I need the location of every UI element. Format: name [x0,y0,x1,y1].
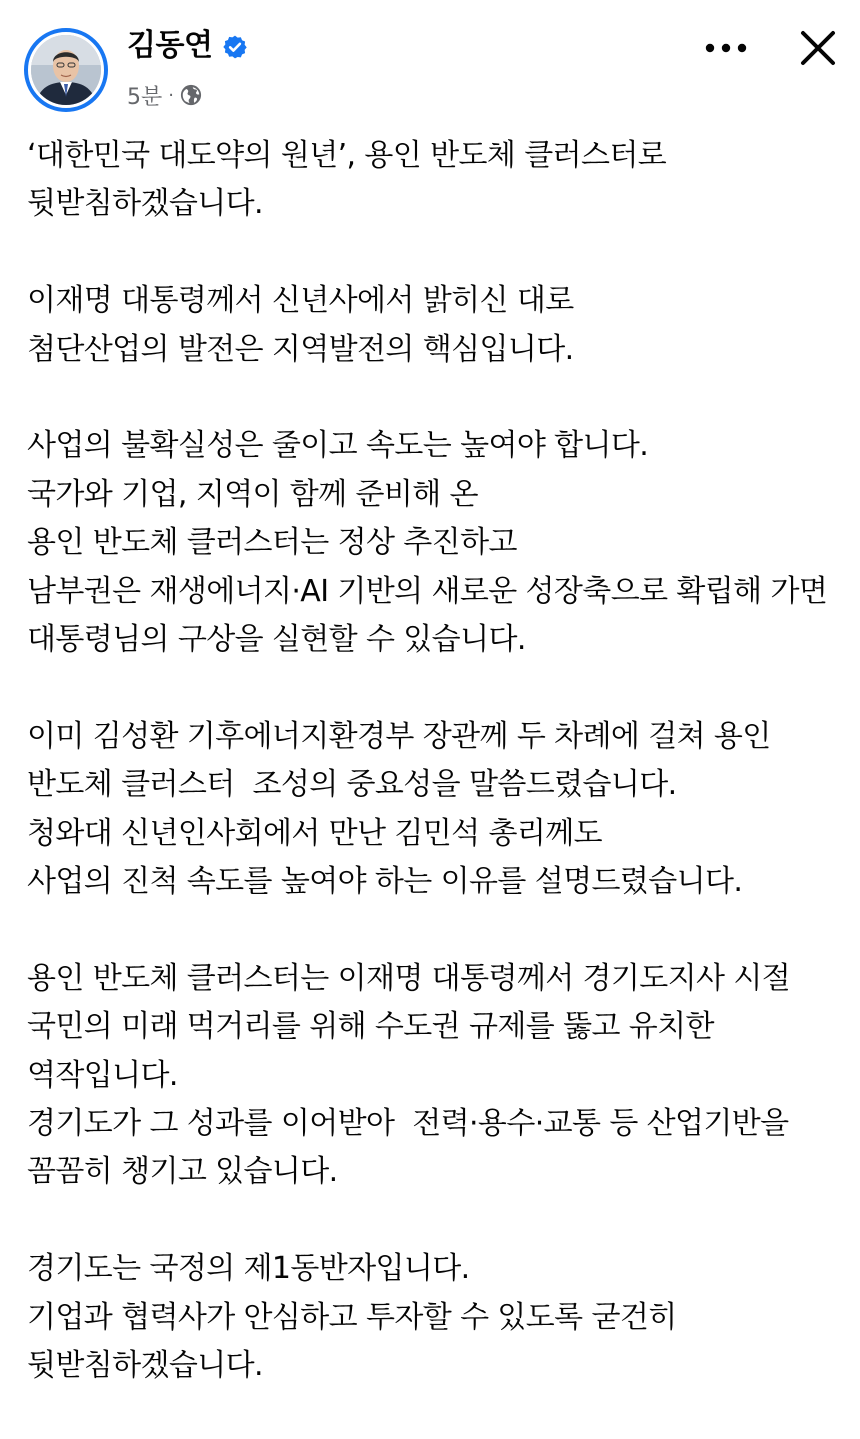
profile-photo [31,35,101,105]
text-line: 뒷받침하겠습니다. [27,186,263,222]
text-line: 사업의 불확실성은 줄이고 속도는 높여야 합니다. [27,428,649,464]
post-paragraph [27,955,847,1197]
post-paragraph [27,1245,847,1390]
text-line: 경기도가 그 성과를 이어받아 전력·용수·교통 등 산업기반을 [27,1106,789,1142]
text-line: 이미 김성환 기후에너지환경부 장관께 두 차례에 걸쳐 용인 [27,718,771,754]
author-name[interactable]: 김동연 [127,28,213,63]
post-timestamp[interactable]: 5분 [127,84,163,110]
post-meta [127,80,202,110]
text-line: 역작입니다. [27,1057,178,1093]
text-line: ‘대한민국 대도약의 원년’, 용인 반도체 클러스터로 [27,138,667,173]
text-line: 남부권은 재생에너지·AI 기반의 새로운 성장축으로 확립해 가면 [27,573,828,609]
post-header [0,0,860,120]
text-line: 용인 반도체 클러스터는 이재명 대통령께서 경기도지사 시절 [27,960,791,996]
verified-badge-icon [222,34,248,60]
text-line: 국가와 기업, 지역이 함께 준비해 온 [27,476,478,512]
post-paragraph [27,422,847,664]
more-options-icon[interactable] [703,28,749,68]
close-icon[interactable] [796,26,840,70]
text-line: 경기도는 국정의 제1동반자입니다. [27,1251,470,1287]
globe-icon[interactable] [180,84,202,106]
text-line: 국민의 미래 먹거리를 위해 수도권 규제를 뚫고 유치한 [27,1009,714,1045]
text-line: 첨단산업의 발전은 지역발전의 핵심입니다. [27,331,574,367]
meta-separator: · [168,84,174,106]
text-line: 꼼꼼히 챙기고 있습니다. [27,1154,338,1190]
post-paragraph [27,277,847,374]
text-line: 사업의 진척 속도를 높여야 하는 이유를 설명드렸습니다. [27,864,743,900]
post-text [27,132,847,1439]
post-paragraph [27,713,847,907]
text-line: 대통령님의 구상을 실현할 수 있습니다. [27,622,526,658]
post-paragraph [27,132,847,229]
text-line: 용인 반도체 클러스터는 정상 추진하고 [27,525,517,561]
text-line: 뒷받침하겠습니다. [27,1348,263,1384]
text-line: 이재명 대통령께서 신년사에서 밝히신 대로 [27,283,574,319]
text-line: 반도체 클러스터 조성의 중요성을 말씀드렸습니다. [27,767,677,803]
text-line: 기업과 협력사가 안심하고 투자할 수 있도록 굳건히 [27,1299,677,1335]
author-avatar[interactable] [24,28,108,112]
text-line: 청와대 신년인사회에서 만난 김민석 총리께도 [27,815,602,851]
